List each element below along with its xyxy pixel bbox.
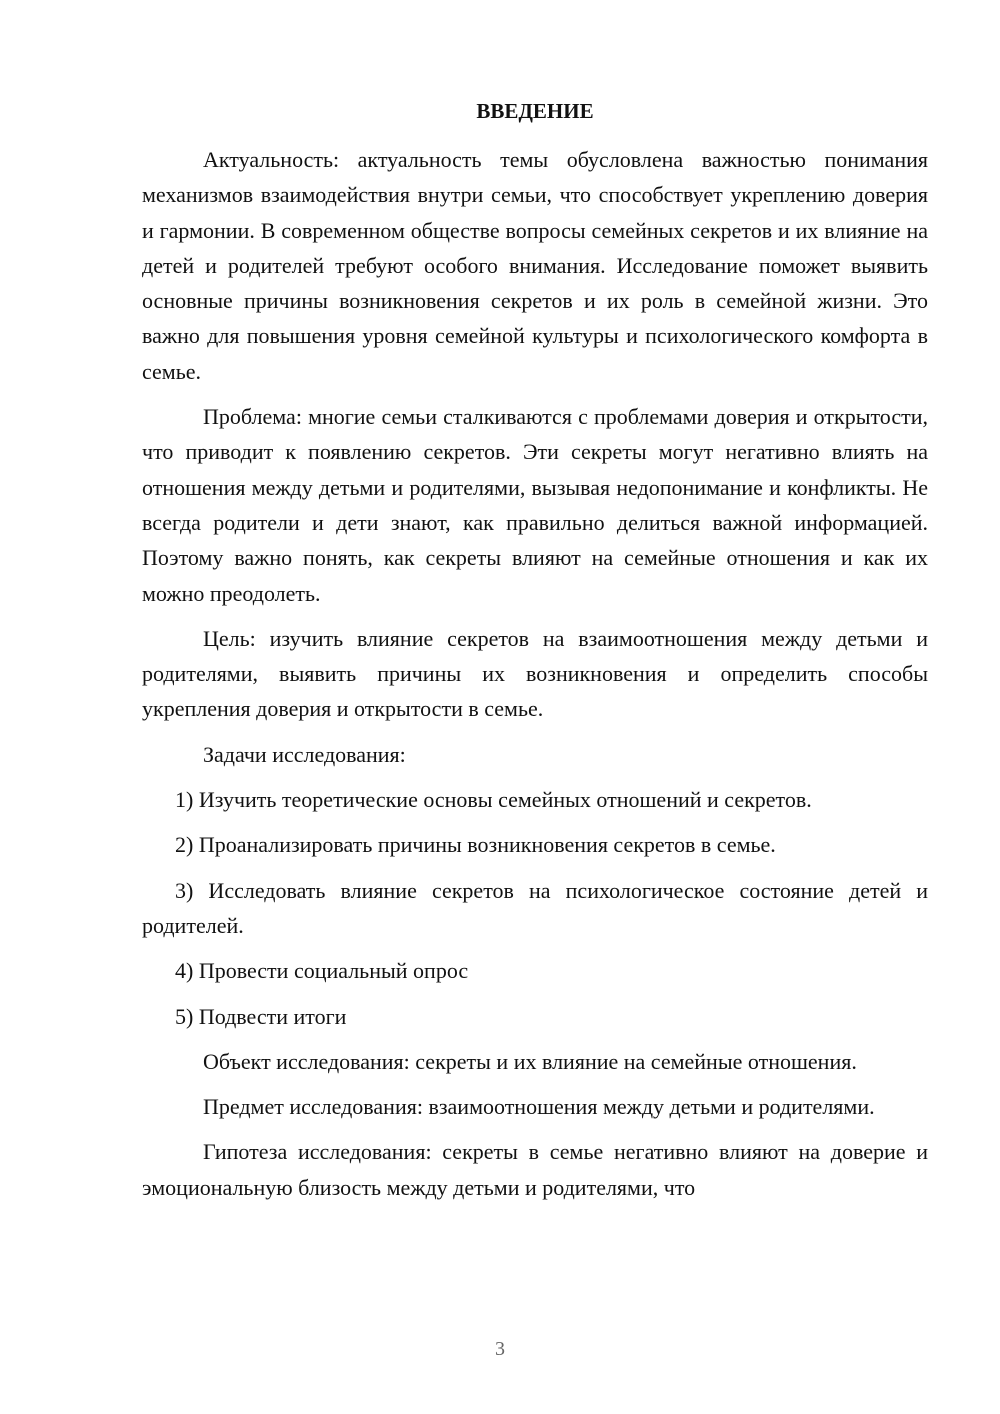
page-title: ВВЕДЕНИЕ — [476, 99, 594, 123]
document-body — [142, 142, 928, 1205]
paragraph-problem: Проблема: многие семьи сталкиваются с проблемами доверия и открытости, что приводит к появлению секретов. Эти секреты могут негативно влиять на отношения между детьми и родителями, вызывая недопонимание и конфликты. Не всегда родители и дети знают, как правильно делиться важной информацией. Поэтому важно понять, как секреты влияют на семейные отношения и как их можно преодолеть. — [142, 404, 928, 606]
paragraph-object: Объект исследования: секреты и их влияние на семейные отношения. — [203, 1048, 857, 1074]
task-item-3: 3) Исследовать влияние секретов на психологическое состояние детей и родителей. — [142, 877, 928, 938]
task-item-1: 1) Изучить теоретические основы семейных отношений и секретов. — [175, 787, 812, 813]
task-item-2: 2) Проанализировать причины возникновения секретов в семье. — [175, 832, 776, 858]
paragraph-relevance: Актуальность: актуальность темы обусловлена важностью понимания механизмов взаимодействия внутри семьи, что способствует укреплению доверия и гармонии. В современном обществе вопросы семейных секретов и их влияние на детей и родителей требуют особого внимания. Исследование поможет выявить основные причины возникновения секретов и их роль в семейной жизни. Это важно для повышения уровня семейной культуры и психологического комфорта в семье. — [142, 147, 928, 384]
page-number: 3 — [495, 1338, 505, 1360]
task-item-5: 5) Подвести итоги — [175, 1003, 347, 1029]
paragraph-goal: Цель: изучить влияние секретов на взаимоотношения между детьми и родителями, выявить причины их возникновения и определить способы укрепления доверия и открытости в семье. — [142, 625, 928, 722]
task-item-4: 4) Провести социальный опрос — [175, 958, 469, 984]
paragraph-hypothesis: Гипотеза исследования: секреты в семье негативно влияют на доверие и эмоциональную близость между детьми и родителями, что — [142, 1139, 928, 1200]
paragraph-tasks-heading: Задачи исследования: — [203, 741, 406, 767]
paragraph-subject: Предмет исследования: взаимоотношения между детьми и родителями. — [203, 1094, 875, 1120]
